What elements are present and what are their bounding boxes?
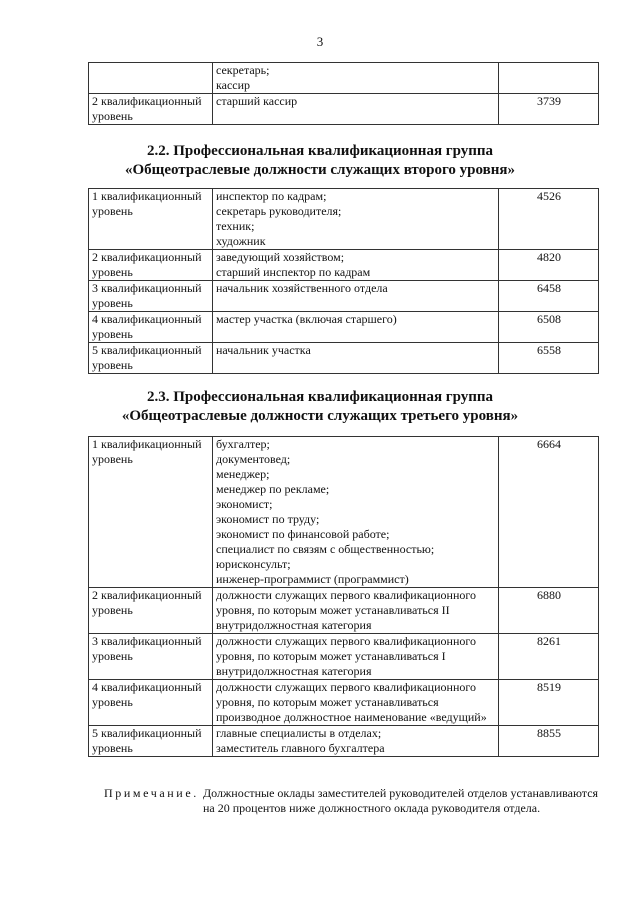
position-line: инспектор по кадрам; (216, 189, 327, 203)
table-row (89, 250, 599, 281)
page-number: 3 (316, 34, 324, 49)
position-line: старший кассир (216, 94, 298, 108)
table-row (89, 343, 599, 374)
salary-cell: 4526 (499, 189, 599, 250)
position-line: главные специалисты в отделах; (216, 726, 382, 740)
positions-cell (213, 250, 499, 281)
table-third-level (88, 436, 599, 757)
salary-cell: 3739 (499, 94, 599, 125)
positions-cell (213, 189, 499, 250)
salary-cell: 6664 (499, 437, 599, 588)
position-line: кассир (216, 78, 251, 92)
qualification-level-cell: 2 квалификационный уровень (89, 588, 213, 634)
qualification-level-cell: 3 квалификационный уровень (89, 634, 213, 680)
salary-cell: 6508 (499, 312, 599, 343)
positions-cell (213, 437, 499, 588)
table-continuation (88, 62, 599, 125)
section-title-2-2 (0, 142, 640, 180)
qualification-level-cell: 2 квалификационный уровень (89, 250, 213, 281)
salary-cell: 6880 (499, 588, 599, 634)
position-line: экономист; (216, 497, 273, 511)
position-line: должности служащих первого квалификационного уровня, по которым может устанавливаться производное должностное наименование «ведущий» (216, 680, 487, 724)
table-row (89, 588, 599, 634)
positions-cell (213, 726, 499, 757)
position-line: документовед; (216, 452, 291, 466)
positions-cell (213, 634, 499, 680)
position-line: юрисконсульт; (216, 557, 291, 571)
position-line: инженер-программист (программист) (216, 572, 409, 586)
position-line: художник (216, 234, 266, 248)
note-text: Должностные оклады заместителей руководителей отделов устанавливаются на 20 процентов ниже должностного оклада руководителя отдела. (203, 786, 599, 815)
table-row (89, 281, 599, 312)
qualification-level-cell: 1 квалификационный уровень (89, 437, 213, 588)
table-row (89, 437, 599, 588)
salary-cell: 8855 (499, 726, 599, 757)
table-body (89, 63, 599, 125)
positions-cell (213, 588, 499, 634)
table-second-level (88, 188, 599, 374)
position-line: мастер участка (включая старшего) (216, 312, 397, 326)
table-row (89, 726, 599, 757)
qualification-level-cell: 4 квалификационный уровень (89, 680, 213, 726)
table-row (89, 94, 599, 125)
positions-cell (213, 680, 499, 726)
salary-cell: 6458 (499, 281, 599, 312)
position-line: экономист по финансовой работе; (216, 527, 390, 541)
position-line: менеджер по рекламе; (216, 482, 330, 496)
salary-cell: 8261 (499, 634, 599, 680)
section-title-line: 2.2. Профессиональная квалификационная группа (146, 143, 494, 159)
qualification-level-cell: 5 квалификационный уровень (89, 343, 213, 374)
table-body (89, 437, 599, 757)
qualification-level-cell: 2 квалификационный уровень (89, 94, 213, 125)
position-line: специалист по связям с общественностью; (216, 542, 435, 556)
position-line: техник; (216, 219, 255, 233)
table-row (89, 634, 599, 680)
table-body (89, 189, 599, 374)
table-row (89, 63, 599, 94)
position-line: менеджер; (216, 467, 270, 481)
qualification-level-cell: 4 квалификационный уровень (89, 312, 213, 343)
section-title-line: 2.3. Профессиональная квалификационная группа (146, 389, 494, 405)
positions-cell (213, 343, 499, 374)
qualification-level-cell: 5 квалификационный уровень (89, 726, 213, 757)
positions-cell (213, 94, 499, 125)
salary-cell: 8519 (499, 680, 599, 726)
position-line: должности служащих первого квалификационного уровня, по которым может устанавливаться II внутридолжностная категория (216, 588, 476, 632)
position-line: заведующий хозяйством; (216, 250, 345, 264)
positions-cell (213, 281, 499, 312)
salary-cell: 4820 (499, 250, 599, 281)
salary-cell: 6558 (499, 343, 599, 374)
note-label: Примечание. (104, 786, 199, 800)
position-line: должности служащих первого квалификационного уровня, по которым может устанавливаться I внутридолжностная категория (216, 634, 476, 678)
position-line: начальник хозяйственного отдела (216, 281, 388, 295)
position-line: старший инспектор по кадрам (216, 265, 371, 279)
salary-cell (499, 63, 599, 94)
position-line: секретарь; (216, 63, 270, 77)
qualification-level-cell (89, 63, 213, 94)
position-line: начальник участка (216, 343, 311, 357)
position-line: бухгалтер; (216, 437, 270, 451)
position-line: заместитель главного бухгалтера (216, 741, 385, 755)
section-title-2-3 (0, 388, 640, 426)
positions-cell (213, 312, 499, 343)
qualification-level-cell: 1 квалификационный уровень (89, 189, 213, 250)
qualification-level-cell: 3 квалификационный уровень (89, 281, 213, 312)
table-row (89, 680, 599, 726)
position-line: экономист по труду; (216, 512, 320, 526)
positions-cell (213, 63, 499, 94)
section-title-line: «Общеотраслевые должности служащих второго уровня» (125, 162, 515, 178)
position-line: секретарь руководителя; (216, 204, 342, 218)
section-title-line: «Общеотраслевые должности служащих третьего уровня» (121, 408, 519, 424)
table-row (89, 312, 599, 343)
table-row (89, 189, 599, 250)
